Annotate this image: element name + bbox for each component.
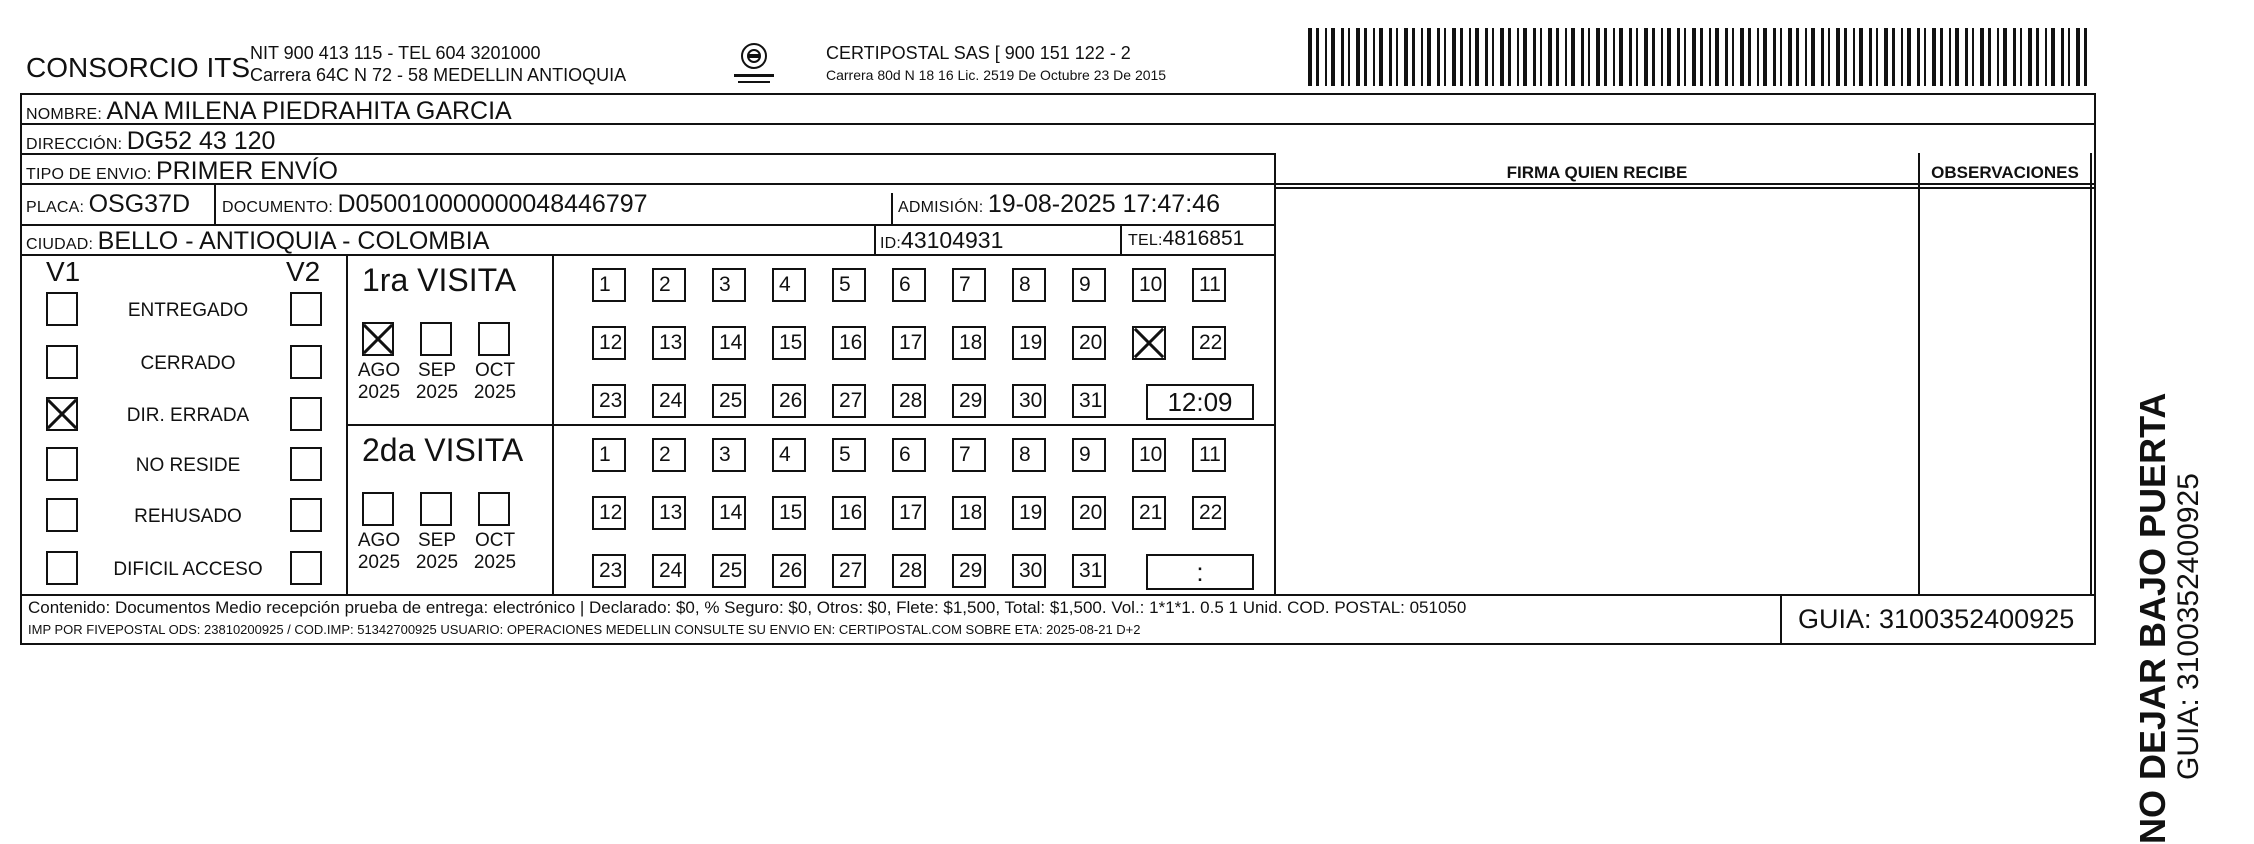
barcode-bar xyxy=(1581,28,1584,86)
barcode-bar xyxy=(1348,28,1350,86)
barcode-bar xyxy=(1308,28,1312,86)
barcode-bar xyxy=(1331,28,1335,86)
day-box[interactable]: 25 xyxy=(712,384,746,418)
barcode-bar xyxy=(1844,28,1847,86)
barcode-bar xyxy=(1379,28,1383,86)
month-label xyxy=(412,530,462,574)
barcode-bar xyxy=(1475,28,1479,86)
nombre-field: NOMBRE: ANA MILENA PIEDRAHITA GARCIA xyxy=(26,97,512,125)
day-box[interactable]: 31 xyxy=(1072,384,1106,418)
day-box[interactable] xyxy=(1132,326,1166,360)
v2-checkbox[interactable] xyxy=(290,292,322,326)
v2-checkbox[interactable] xyxy=(290,397,322,431)
barcode-bar xyxy=(1780,28,1782,86)
company-nit: NIT 900 413 115 - TEL 604 3201000 xyxy=(250,43,541,63)
barcode-bar xyxy=(1636,28,1638,86)
tel-field: TEL:4816851 xyxy=(1128,227,1245,250)
carrier-name: CERTIPOSTAL SAS [ 900 151 122 - 2 xyxy=(826,43,1131,63)
v1-checkbox[interactable] xyxy=(46,447,78,481)
day-box[interactable]: 24 xyxy=(652,384,686,418)
month-year: 2025 xyxy=(415,382,459,403)
barcode-bar xyxy=(1917,28,1920,86)
barcode-bar xyxy=(1965,28,1968,86)
contenido-text: Contenido: Documentos Medio recepción prueba de entrega: electrónico | Declarado: $0, % Seguro: $0, Otros: $0, Flete: $1,500, Total: $1,500. Vol.: 1*1*1. 0.5 1 Unid. COD. POSTAL: 051050 xyxy=(28,598,1467,617)
barcode-bar xyxy=(1907,28,1911,86)
side-text xyxy=(2106,0,2254,844)
day-box[interactable]: 14 xyxy=(712,326,746,360)
day-box[interactable]: 11 xyxy=(1192,268,1226,302)
carrier-license: Carrera 80d N 18 16 Lic. 2519 De Octubre 23 De 2015 xyxy=(826,67,1167,83)
barcode-bar xyxy=(1901,28,1903,86)
day-box[interactable]: 10 xyxy=(1132,438,1166,472)
day-box[interactable]: 19 xyxy=(1012,496,1046,530)
day-box[interactable]: 12 xyxy=(592,326,626,360)
day-box[interactable]: 12 xyxy=(592,496,626,530)
day-box[interactable]: 7 xyxy=(952,268,986,302)
day-box[interactable]: 2 xyxy=(652,268,686,302)
barcode-bar xyxy=(1613,28,1615,86)
barcode-bar xyxy=(1805,28,1807,86)
month-label xyxy=(354,530,404,574)
impresion-text: IMP POR FIVEPOSTAL ODS: 23810200925 / COD.IMP: 51342700925 USUARIO: OPERACIONES MEDELLIN CONSULTE SU ENVIO EN: CERTIPOSTAL.COM SOBRE ETA: 2025-08-21 D+2 xyxy=(28,622,1141,637)
barcode-bar xyxy=(1500,28,1504,86)
ciudad-value: BELLO - ANTIOQUIA - COLOMBIA xyxy=(97,227,490,255)
barcode-bar xyxy=(1364,28,1367,86)
barcode-bar xyxy=(1773,28,1776,86)
status-label: ENTREGADO xyxy=(127,300,249,321)
barcode-bar xyxy=(1955,28,1959,86)
day-box[interactable]: 8 xyxy=(1012,268,1046,302)
barcode-bar xyxy=(1644,28,1648,86)
barcode-bar xyxy=(2028,28,2032,86)
day-box[interactable]: 20 xyxy=(1072,326,1106,360)
visit-title: 1ra VISITA xyxy=(362,262,517,298)
month-name: OCT xyxy=(474,360,516,381)
day-box[interactable]: 20 xyxy=(1072,496,1106,530)
barcode-bar xyxy=(1748,28,1751,86)
day-box[interactable]: 31 xyxy=(1072,554,1106,588)
barcode-bar xyxy=(1596,28,1600,86)
barcode-bar xyxy=(2076,28,2080,86)
month-year: 2025 xyxy=(357,382,401,403)
side-guia: GUIA: 3100352400925 xyxy=(2172,473,2205,780)
barcode-bar xyxy=(1404,28,1408,86)
day-box[interactable]: 18 xyxy=(952,326,986,360)
barcode-bar xyxy=(2020,28,2022,86)
barcode-bar xyxy=(1508,28,1511,86)
barcode-bar xyxy=(1684,28,1686,86)
barcode-bar xyxy=(1427,28,1431,86)
time-field[interactable]: 12:09 xyxy=(1146,384,1254,420)
signature-area[interactable] xyxy=(1276,187,1918,592)
barcode-bar xyxy=(1677,28,1680,86)
day-box[interactable]: 3 xyxy=(712,438,746,472)
barcode-bar xyxy=(1757,28,1759,86)
direccion-value: DG52 43 120 xyxy=(126,127,276,155)
barcode-bar xyxy=(1949,28,1951,86)
day-box[interactable]: 13 xyxy=(652,496,686,530)
barcode-bar xyxy=(1980,28,1984,86)
v1-checkbox[interactable] xyxy=(46,292,78,326)
day-box[interactable]: 18 xyxy=(952,496,986,530)
day-box[interactable]: 27 xyxy=(832,554,866,588)
month-label xyxy=(354,360,404,404)
barcode-bar xyxy=(2068,28,2070,86)
barcode-bar xyxy=(1811,28,1815,86)
certipostal-logo xyxy=(728,38,780,90)
barcode-bar xyxy=(1997,28,1999,86)
barcode-bar xyxy=(1469,28,1471,86)
observations-area[interactable] xyxy=(1920,187,2090,592)
v2-checkbox[interactable] xyxy=(290,551,322,585)
barcode-bar xyxy=(1588,28,1590,86)
barcode-bar xyxy=(1988,28,1991,86)
tipo-envio-field: TIPO DE ENVIO: PRIMER ENVÍO xyxy=(26,157,338,185)
barcode-bar xyxy=(2084,28,2087,86)
barcode-bar xyxy=(1828,28,1830,86)
barcode-bar xyxy=(1932,28,1936,86)
month-year: 2025 xyxy=(357,552,401,573)
barcode-bar xyxy=(1421,28,1423,86)
day-box[interactable]: 5 xyxy=(832,268,866,302)
v1-checkbox[interactable] xyxy=(46,345,78,379)
barcode-bar xyxy=(1604,28,1607,86)
day-box[interactable]: 15 xyxy=(772,496,806,530)
barcode-bar xyxy=(1619,28,1623,86)
observaciones-header: OBSERVACIONES xyxy=(1931,163,2079,182)
month-label xyxy=(470,360,520,404)
day-box[interactable]: 29 xyxy=(952,384,986,418)
day-box[interactable]: 7 xyxy=(952,438,986,472)
direccion-field: DIRECCIÓN: DG52 43 120 xyxy=(26,127,276,155)
day-box[interactable]: 3 xyxy=(712,268,746,302)
month-name: SEP xyxy=(417,360,457,381)
barcode-bar xyxy=(1924,28,1926,86)
day-box[interactable]: 1 xyxy=(592,268,626,302)
barcode-bar xyxy=(1869,28,1872,86)
month-name: OCT xyxy=(474,530,516,551)
day-box[interactable]: 11 xyxy=(1192,438,1226,472)
barcode-bar xyxy=(1667,28,1671,86)
month-label xyxy=(412,360,462,404)
id-field: ID:43104931 xyxy=(880,227,1004,253)
documento-field: DOCUMENTO: D050010000000048446797 xyxy=(222,190,648,218)
company-name: CONSORCIO ITS xyxy=(26,52,251,83)
barcode-bar xyxy=(2013,28,2016,86)
day-box[interactable]: 4 xyxy=(772,438,806,472)
day-box[interactable]: 17 xyxy=(892,496,926,530)
guia-footer: GUIA: 3100352400925 xyxy=(1798,604,2075,634)
barcode-bar xyxy=(1853,28,1855,86)
day-box[interactable]: 25 xyxy=(712,554,746,588)
month-label xyxy=(470,530,520,574)
day-box[interactable]: 16 xyxy=(832,496,866,530)
barcode-bar xyxy=(2051,28,2055,86)
barcode-bar xyxy=(2036,28,2039,86)
v1-header: V1 xyxy=(46,256,81,287)
day-box[interactable]: 23 xyxy=(592,384,626,418)
day-box[interactable]: 24 xyxy=(652,554,686,588)
month-name: SEP xyxy=(417,530,457,551)
day-box[interactable]: 19 xyxy=(1012,326,1046,360)
day-box[interactable]: 23 xyxy=(592,554,626,588)
day-box[interactable]: 6 xyxy=(892,268,926,302)
v1-checkbox[interactable] xyxy=(46,551,78,585)
day-box[interactable]: 2 xyxy=(652,438,686,472)
barcode-bar xyxy=(1460,28,1463,86)
id-value: 43104931 xyxy=(901,227,1004,253)
barcode-bar xyxy=(1389,28,1392,86)
v2-header: V2 xyxy=(286,256,321,287)
day-box[interactable]: 27 xyxy=(832,384,866,418)
day-box[interactable]: 30 xyxy=(1012,554,1046,588)
barcode-bar xyxy=(1452,28,1456,86)
nombre-value: ANA MILENA PIEDRAHITA GARCIA xyxy=(106,97,512,125)
barcode-bar xyxy=(1556,28,1559,86)
barcode-bar xyxy=(1859,28,1863,86)
barcode-bar xyxy=(1341,28,1344,86)
barcode-bar xyxy=(1356,28,1360,86)
day-box[interactable]: 14 xyxy=(712,496,746,530)
barcode xyxy=(1306,28,2096,86)
v2-checkbox[interactable] xyxy=(290,498,322,532)
tipo-envio-value: PRIMER ENVÍO xyxy=(155,157,338,185)
day-box[interactable]: 26 xyxy=(772,384,806,418)
barcode-bar xyxy=(1836,28,1840,86)
day-box[interactable]: 13 xyxy=(652,326,686,360)
firma-header: FIRMA QUIEN RECIBE xyxy=(1506,163,1688,182)
day-box[interactable]: 9 xyxy=(1072,438,1106,472)
day-box[interactable]: 15 xyxy=(772,326,806,360)
barcode-bar xyxy=(1565,28,1567,86)
barcode-bar xyxy=(1437,28,1440,86)
month-checkbox[interactable] xyxy=(420,322,452,356)
day-box[interactable]: 30 xyxy=(1012,384,1046,418)
month-year: 2025 xyxy=(415,552,459,573)
day-box[interactable]: 1 xyxy=(592,438,626,472)
barcode-bar xyxy=(1740,28,1744,86)
barcode-bar xyxy=(1652,28,1655,86)
barcode-bar xyxy=(1892,28,1895,86)
placa-value: OSG37D xyxy=(88,190,191,218)
barcode-bar xyxy=(1700,28,1703,86)
status-label: CERRADO xyxy=(140,353,236,374)
company-address: Carrera 64C N 72 - 58 MEDELLIN ANTIOQUIA xyxy=(250,65,627,85)
barcode-bar xyxy=(1523,28,1527,86)
month-checkbox[interactable] xyxy=(420,492,452,526)
day-box[interactable]: 26 xyxy=(772,554,806,588)
barcode-bar xyxy=(1972,28,1974,86)
day-box[interactable]: 8 xyxy=(1012,438,1046,472)
ciudad-field: CIUDAD: BELLO - ANTIOQUIA - COLOMBIA xyxy=(26,227,490,255)
month-name: AGO xyxy=(357,530,401,551)
barcode-bar xyxy=(1876,28,1878,86)
barcode-bar xyxy=(1571,28,1575,86)
barcode-bar xyxy=(1725,28,1728,86)
v1-checkbox[interactable] xyxy=(46,498,78,532)
barcode-bar xyxy=(1485,28,1488,86)
month-year: 2025 xyxy=(473,382,517,403)
barcode-bar xyxy=(1412,28,1415,86)
barcode-bar xyxy=(1788,28,1792,86)
barcode-bar xyxy=(1316,28,1319,86)
barcode-bar xyxy=(1692,28,1696,86)
barcode-bar xyxy=(1715,28,1719,86)
day-box[interactable]: 22 xyxy=(1192,326,1226,360)
status-label: REHUSADO xyxy=(134,506,242,527)
barcode-bar xyxy=(1540,28,1542,86)
status-label: DIR. ERRADA xyxy=(126,405,250,426)
month-checkbox[interactable] xyxy=(478,322,510,356)
day-box[interactable]: 28 xyxy=(892,384,926,418)
month-checkbox[interactable] xyxy=(478,492,510,526)
barcode-bar xyxy=(1940,28,1943,86)
time-field[interactable]: : xyxy=(1146,554,1254,590)
barcode-bar xyxy=(1325,28,1327,86)
day-box[interactable]: 6 xyxy=(892,438,926,472)
barcode-bar xyxy=(2045,28,2047,86)
barcode-bar xyxy=(1763,28,1767,86)
placa-field: PLACA: OSG37D xyxy=(26,190,191,218)
barcode-bar xyxy=(1709,28,1711,86)
day-box[interactable]: 28 xyxy=(892,554,926,588)
day-box[interactable]: 21 xyxy=(1132,496,1166,530)
barcode-bar xyxy=(1444,28,1446,86)
barcode-bar xyxy=(2061,28,2064,86)
barcode-bar xyxy=(1533,28,1536,86)
day-box[interactable]: 22 xyxy=(1192,496,1226,530)
barcode-bar xyxy=(1396,28,1398,86)
barcode-bar xyxy=(1884,28,1888,86)
documento-value: D050010000000048446797 xyxy=(337,190,648,218)
month-checkbox[interactable] xyxy=(362,322,394,356)
barcode-bar xyxy=(1492,28,1494,86)
barcode-bar xyxy=(1661,28,1663,86)
day-box[interactable]: 17 xyxy=(892,326,926,360)
day-box[interactable]: 5 xyxy=(832,438,866,472)
status-label: NO RESIDE xyxy=(135,455,241,476)
visit-title: 2da VISITA xyxy=(362,432,524,468)
barcode-bar xyxy=(1821,28,1824,86)
month-year: 2025 xyxy=(473,552,517,573)
v2-checkbox[interactable] xyxy=(290,345,322,379)
admision-value: 19-08-2025 17:47:46 xyxy=(987,190,1220,218)
status-label: DIFICIL ACCESO xyxy=(113,559,263,580)
day-box[interactable]: 10 xyxy=(1132,268,1166,302)
v2-checkbox[interactable] xyxy=(290,447,322,481)
month-checkbox[interactable] xyxy=(362,492,394,526)
day-box[interactable]: 4 xyxy=(772,268,806,302)
tel-value: 4816851 xyxy=(1162,227,1245,250)
barcode-bar xyxy=(1796,28,1799,86)
barcode-bar xyxy=(1373,28,1375,86)
barcode-bar xyxy=(2003,28,2007,86)
admision-field: ADMISIÓN: 19-08-2025 17:47:46 xyxy=(898,190,1220,218)
day-box[interactable]: 9 xyxy=(1072,268,1106,302)
barcode-bar xyxy=(1517,28,1519,86)
barcode-bar xyxy=(1548,28,1552,86)
v1-checkbox[interactable] xyxy=(46,397,78,431)
day-box[interactable]: 16 xyxy=(832,326,866,360)
barcode-bar xyxy=(1629,28,1632,86)
barcode-bar xyxy=(1732,28,1734,86)
day-box[interactable]: 29 xyxy=(952,554,986,588)
side-title: NO DEJAR BAJO PUERTA xyxy=(2132,392,2173,844)
month-name: AGO xyxy=(357,360,401,381)
